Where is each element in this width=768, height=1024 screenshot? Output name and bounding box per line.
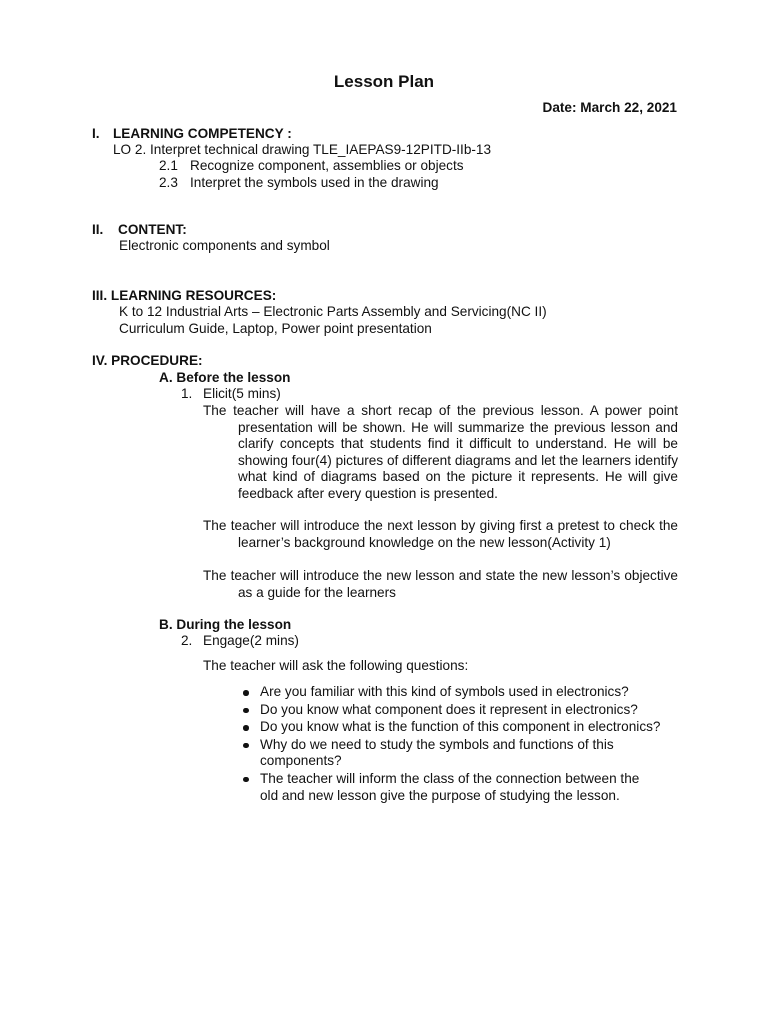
section-2-heading	[92, 222, 187, 239]
section-2-number: II.	[92, 222, 104, 237]
section-4-heading: IV. PROCEDURE:	[92, 353, 203, 368]
list-item: Why do we need to study the symbols and functions of this components?	[243, 737, 660, 770]
procedure-step-number: 1.	[181, 386, 193, 401]
content-text: Electronic components and symbol	[119, 238, 330, 253]
list-item: The teacher will inform the class of the connection between the old and new lesson give the purpose of studying the lesson.	[243, 771, 660, 804]
competency-item	[159, 175, 439, 192]
competency-item-text: Interpret the symbols used in the drawing	[190, 175, 439, 190]
learning-objective: LO 2. Interpret technical drawing TLE_IAEPAS9-12PITD-IIb-13	[113, 142, 492, 157]
procedure-step-number: 2.	[181, 633, 193, 648]
competency-item-number: 2.1	[159, 158, 178, 173]
procedure-step-text: Engage(2 mins)	[203, 633, 299, 648]
procedure-step-text: Elicit(5 mins)	[203, 386, 281, 401]
list-item: Do you know what component does it represent in electronics?	[243, 702, 663, 719]
part-a-label: A. Before the lesson	[159, 370, 291, 385]
competency-item-text: Recognize component, assemblies or objects	[190, 158, 464, 173]
procedure-paragraph: The teacher will introduce the next lesson by giving first a pretest to check the learner’s background knowledge on the new lesson(Activity 1)	[203, 518, 678, 550]
section-1-heading	[92, 126, 292, 143]
procedure-paragraph: The teacher will introduce the new lesson and state the new lesson’s objective as a guide for the learners	[203, 568, 678, 600]
procedure-step	[181, 386, 281, 403]
competency-item-number: 2.3	[159, 175, 178, 190]
section-2-title: CONTENT:	[118, 222, 187, 237]
procedure-paragraph: The teacher will have a short recap of the previous lesson. A power point presentation will be shown. He will summarize the previous lesson and clarify concepts that students find it difficult to understand. He will be showing four(4) pictures of different diagrams and let the learners identify what kind of diagrams based on the picture it represents. He will give feedback after every question is presented.	[203, 403, 678, 501]
section-3-heading: III. LEARNING RESOURCES:	[92, 288, 277, 303]
procedure-step	[181, 633, 299, 650]
lesson-date: Date: March 22, 2021	[542, 100, 677, 115]
page-title: Lesson Plan	[333, 72, 435, 91]
list-item: Are you familiar with this kind of symbols used in electronics?	[243, 684, 663, 701]
section-1-title: LEARNING COMPETENCY :	[113, 126, 292, 141]
part-b-label: B. During the lesson	[159, 617, 292, 632]
resource-line: Curriculum Guide, Laptop, Power point presentation	[119, 321, 432, 336]
question-list	[243, 684, 663, 804]
questions-intro: The teacher will ask the following questions:	[203, 658, 469, 673]
resource-line: K to 12 Industrial Arts – Electronic Parts Assembly and Servicing(NC II)	[119, 304, 547, 319]
competency-item	[159, 158, 464, 175]
list-item: Do you know what is the function of this component in electronics?	[243, 719, 663, 736]
section-1-number: I.	[92, 126, 100, 141]
